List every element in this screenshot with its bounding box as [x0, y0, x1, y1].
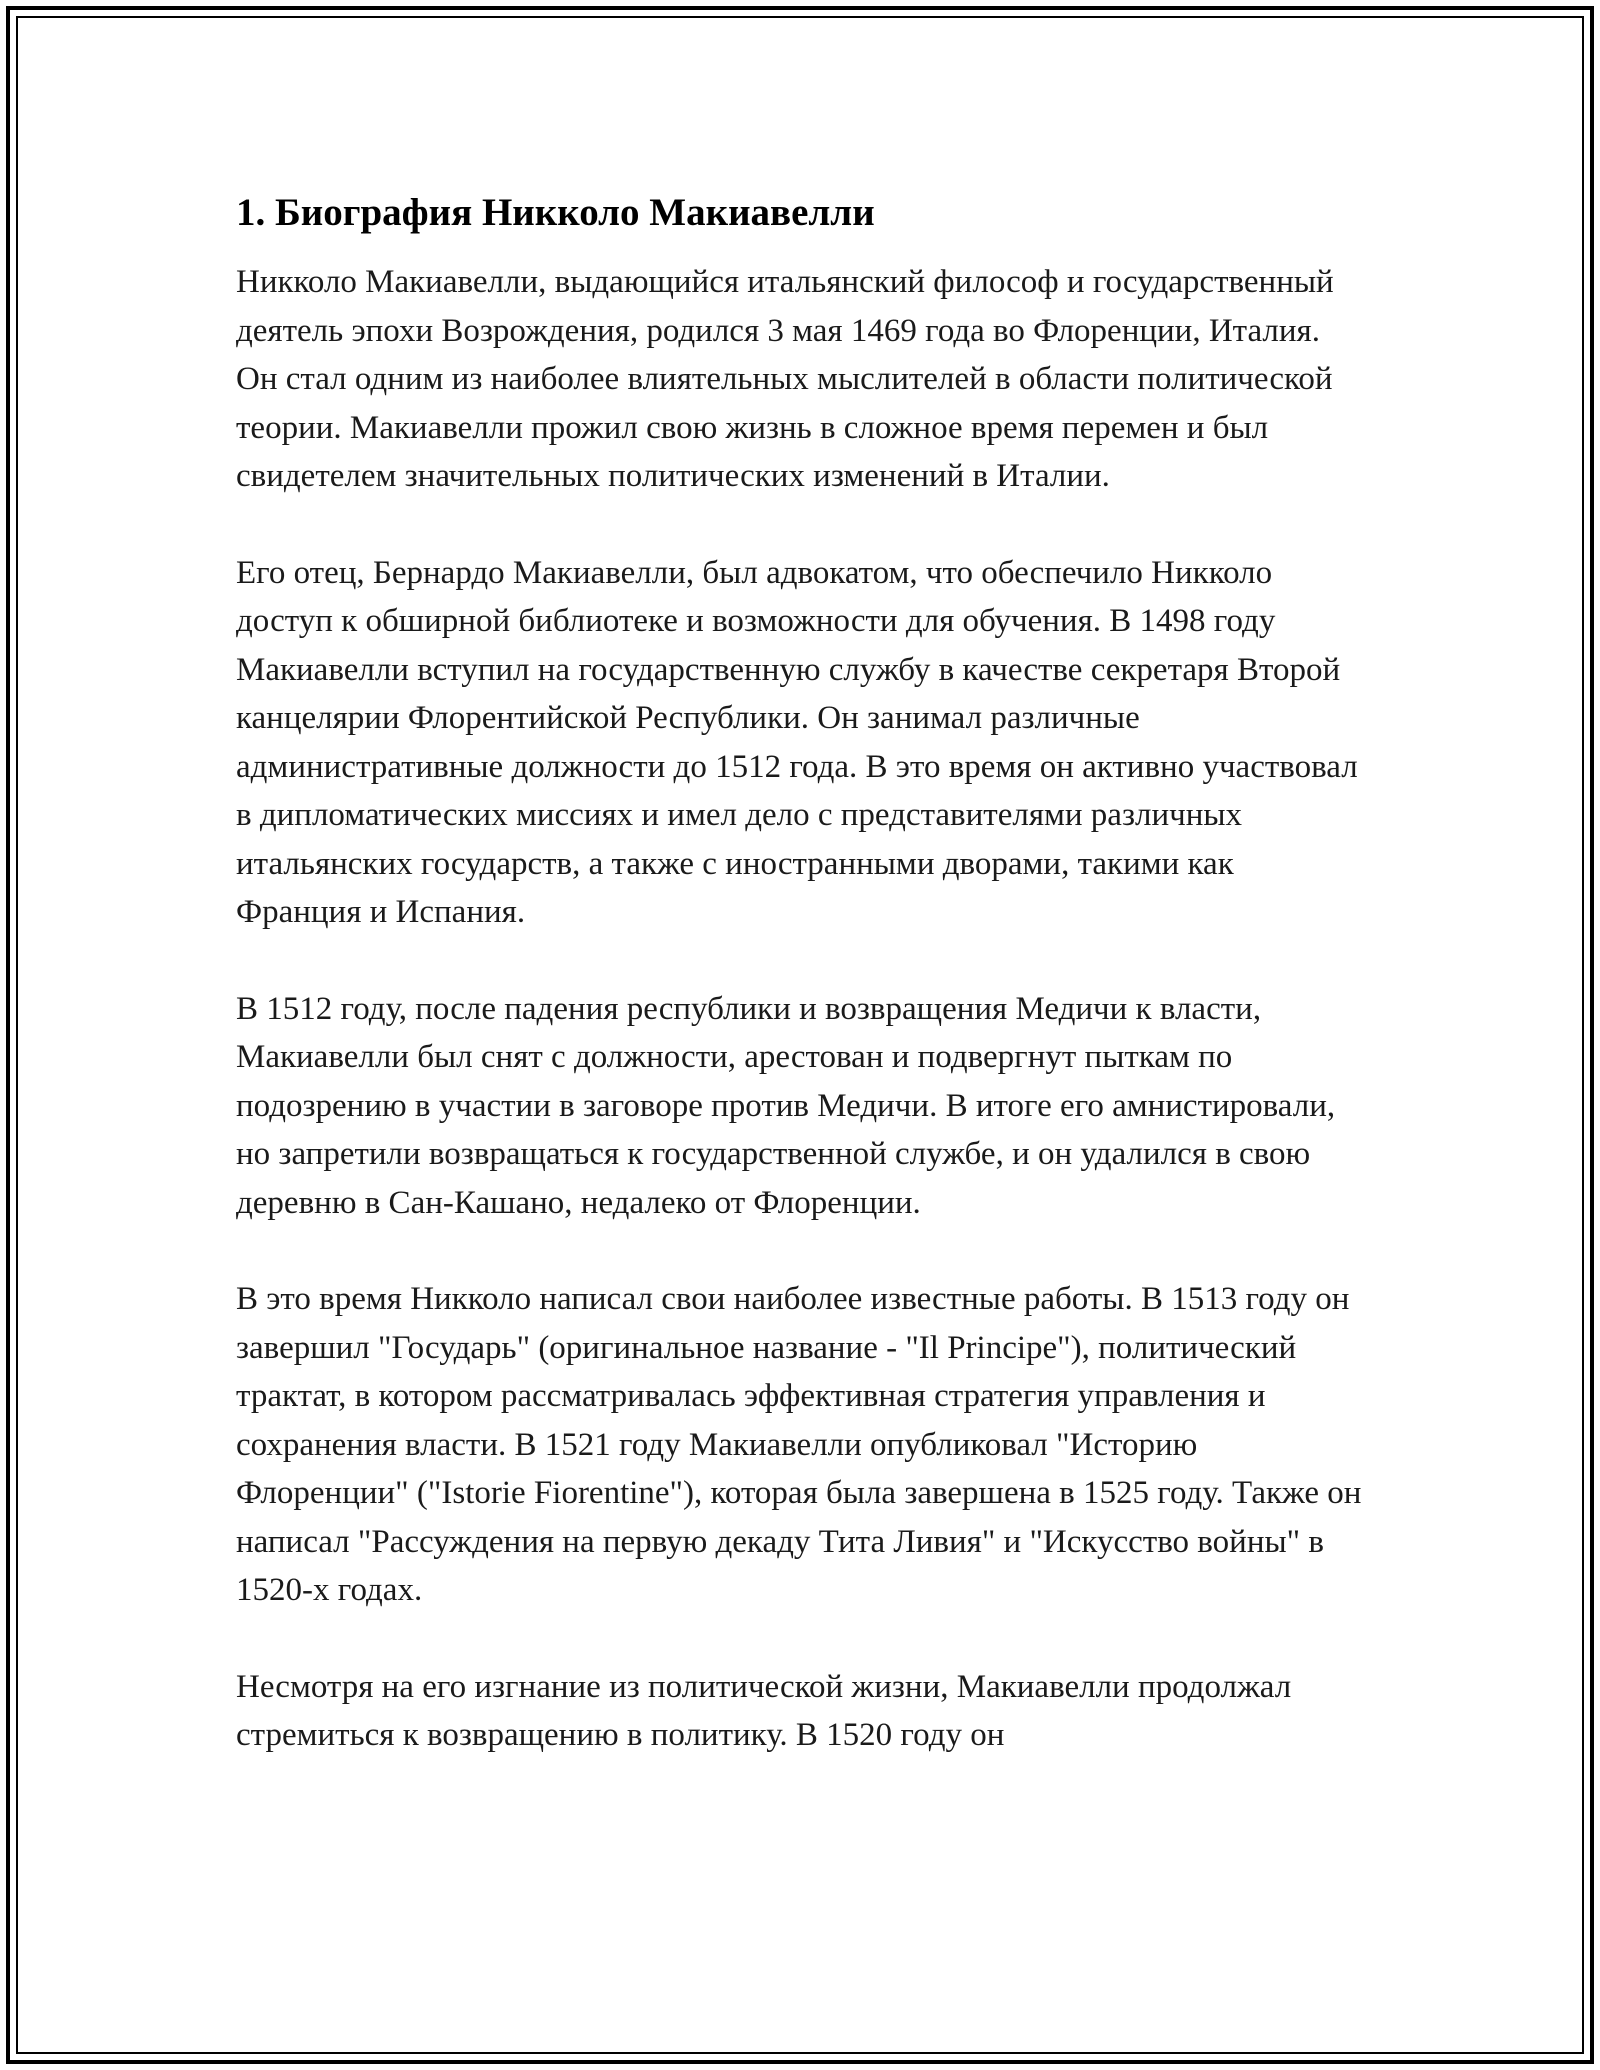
paragraph-exile: В 1512 году, после падения республики и возвращения Медичи к власти, Макиавелли был снят с должности, арестован и подвергнут пыткам по подозрению в участии в заговоре против Медичи. В итоге его амнистировали, но запретили возвращаться к государственной службе, и он удалился в свою деревню в Сан-Кашано, недалеко от Флоренции.: [236, 990, 1336, 1221]
section-title: 1. Биография Никколо Макиавелли: [236, 191, 875, 234]
paragraph-return: Несмотря на его изгнание из политической жизни, Макиавелли продолжал стремиться к возвращению в политику. В 1520 году он: [236, 1668, 1292, 1753]
paragraph-career: Его отец, Бернардо Макиавелли, был адвокатом, что обеспечило Никколо доступ к обширной библиотеке и возможности для обучения. В 1498 году Макиавелли вступил на государственную службу в качестве секретаря Второй канцелярии Флорентийской Республики. Он занимал различные административные должности до 1512 года. В это время он активно участвовал в дипломатических миссиях и имел дело с представителями различных итальянских государств, а также с иностранными дворами, такими как Франция и Испания.: [236, 554, 1358, 930]
paragraph-works: В это время Никколо написал свои наиболее известные работы. В 1513 году он завершил "Государь" (оригинальное название - "Il Principe"), политический трактат, в котором рассматривалась эффективная стратегия управления и сохранения власти. В 1521 году Макиавелли опубликовал "Историю Флоренции" ("Istorie Fiorentine"), которая была завершена в 1525 году. Также он написал "Рассуждения на первую декаду Тита Ливия" и "Искусство войны" в 1520-х годах.: [236, 1281, 1362, 1608]
paragraph-birth: Никколо Макиавелли, выдающийся итальянский философ и государственный деятель эпохи Возрождения, родился 3 мая 1469 года во Флоренции, Италия. Он стал одним из наиболее влиятельных мыслителей в области политической теории. Макиавелли прожил свою жизнь в сложное время перемен и был свидетелем значительных политических изменений в Италии.: [236, 264, 1334, 494]
document-body: [236, 186, 1366, 1760]
